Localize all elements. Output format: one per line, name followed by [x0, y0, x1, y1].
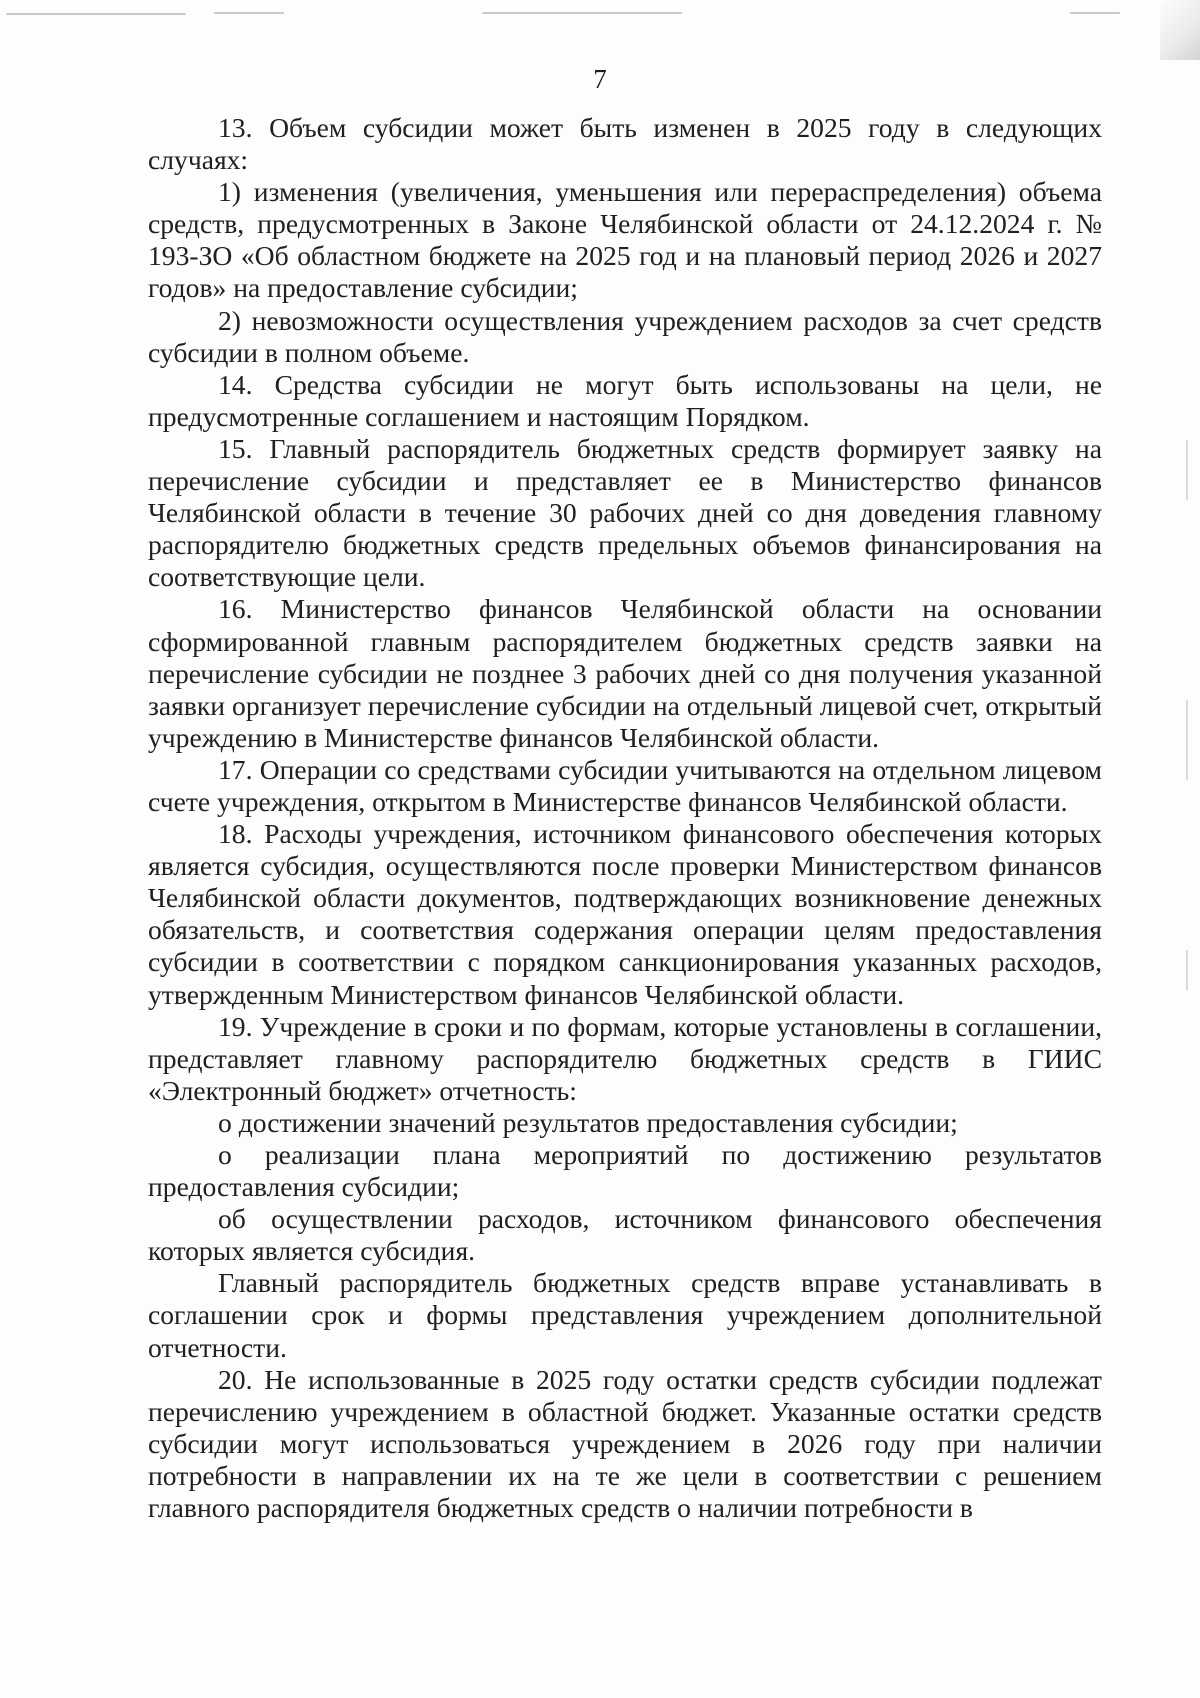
scan-artifact — [1070, 12, 1120, 14]
paragraph: 19. Учреждение в сроки и по формам, которые установлены в соглашении, представляет главному распорядителю бюджетных средств в ГИИС «Электронный бюджет» отчетность: — [148, 1010, 1102, 1106]
paragraph: о достижении значений результатов предоставления субсидии; — [218, 1106, 958, 1138]
paragraph: Главный распорядитель бюджетных средств вправе устанавливать в соглашении срок и формы представления учреждением дополнительной отчетности. — [148, 1267, 1102, 1363]
scan-artifact — [1186, 950, 1188, 990]
paragraph: 15. Главный распорядитель бюджетных средств формирует заявку на перечисление субсидии и представляет ее в Министерство финансов Челябинской области в течение 30 рабочих дней со дня доведения главному распорядителю бюджетных средств предельных объемов финансирования на соответствующие цели. — [148, 432, 1102, 593]
paragraph: о реализации плана мероприятий по достижению результатов предоставления субсидии; — [148, 1139, 1102, 1203]
scan-artifact — [214, 12, 284, 14]
paragraph: 16. Министерство финансов Челябинской области на основании сформированной главным распорядителем бюджетных средств заявки на перечисление субсидии не позднее 3 рабочих дней со дня получения указанной заявки организует перечисление субсидии на отдельный лицевой счет, открытый учреждению в Министерстве финансов Челябинской области. — [148, 593, 1102, 753]
document-body — [148, 112, 1102, 1524]
paragraph: об осуществлении расходов, источником финансового обеспечения которых является субсидия. — [148, 1203, 1102, 1267]
paragraph: 20. Не использованные в 2025 году остатки средств субсидии подлежат перечислению учреждением в областной бюджет. Указанные остатки средств субсидии могут использоваться учреждением в 2026 году при наличии потребности в направлении их на те же цели в соответствии с решением главного распорядителя бюджетных средств о наличии потребности в — [148, 1363, 1102, 1524]
scan-artifact — [482, 12, 682, 14]
scan-artifact — [6, 13, 186, 15]
paragraph: 14. Средства субсидии не могут быть использованы на цели, не предусмотренные соглашением и настоящим Порядком. — [148, 368, 1102, 432]
paragraph: 1) изменения (увеличения, уменьшения или перераспределения) объема средств, предусмотренных в Законе Челябинской области от 24.12.2024 г. № 193-ЗО «Об областном бюджете на 2025 год и на плановый период 2026 и 2027 годов» на предоставление субсидии; — [148, 176, 1102, 304]
scan-artifact — [1186, 700, 1188, 780]
paragraph: 2) невозможности осуществления учреждением расходов за счет средств субсидии в полном объеме. — [148, 304, 1102, 368]
paragraph: 13. Объем субсидии может быть изменен в 2025 году в следующих случаях: — [148, 112, 1102, 176]
scan-artifact — [1186, 440, 1188, 500]
paragraph: 18. Расходы учреждения, источником финансового обеспечения которых является субсидия, осуществляются после проверки Министерством финансов Челябинской области документов, подтверждающих возникновение денежных обязательств, и соответствия содержания операции целям предоставления субсидии в соответствии с порядком санкционирования указанных расходов, утвержденным Министерством финансов Челябинской области. — [148, 818, 1102, 1010]
scan-artifact — [1160, 0, 1200, 60]
paragraph: 17. Операции со средствами субсидии учитываются на отдельном лицевом счете учреждения, открытом в Министерстве финансов Челябинской области. — [148, 753, 1102, 817]
page-number: 7 — [593, 64, 607, 94]
